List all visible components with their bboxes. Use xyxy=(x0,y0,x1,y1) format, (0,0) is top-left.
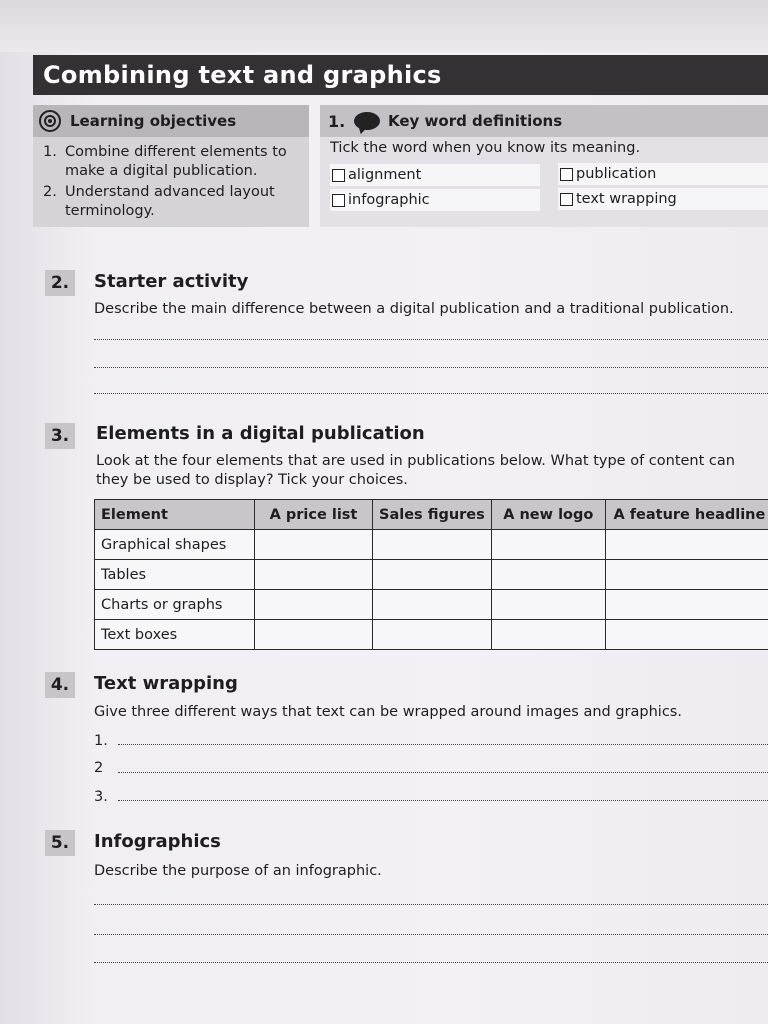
tick-cell[interactable] xyxy=(255,530,373,560)
learning-objectives-heading: Learning objectives xyxy=(70,112,237,130)
list-item-text: Understand advanced layout terminology. xyxy=(65,184,275,219)
keyword-alignment[interactable] xyxy=(330,164,540,186)
tick-cell[interactable] xyxy=(491,560,605,590)
table-header: Sales figures xyxy=(373,500,492,530)
elements-table xyxy=(94,499,768,650)
tick-cell[interactable] xyxy=(605,590,768,620)
answer-line[interactable] xyxy=(118,800,768,801)
learning-objectives-box xyxy=(33,105,309,227)
section-prompt: Describe the main difference between a digital publication and a traditional publication. xyxy=(94,301,734,317)
keyword-label: publication xyxy=(576,166,657,182)
key-words-box xyxy=(320,105,768,227)
answer-line[interactable] xyxy=(118,744,768,745)
section-title: Starter activity xyxy=(94,271,249,292)
section-prompt: Look at the four elements that are used in publications below. What type of content can they be used to display? Tick your choices. xyxy=(96,453,735,488)
tick-cell[interactable] xyxy=(373,560,492,590)
list-item xyxy=(43,183,303,221)
list-item-number: 1. xyxy=(43,144,57,160)
keyword-label: alignment xyxy=(348,167,422,183)
keyword-publication[interactable] xyxy=(558,163,768,185)
list-item xyxy=(43,143,303,181)
section-prompt: Describe the purpose of an infographic. xyxy=(94,863,382,879)
answer-line[interactable] xyxy=(94,367,768,368)
key-words-instruction: Tick the word when you know its meaning. xyxy=(330,140,641,156)
page-top-shadow xyxy=(0,0,768,52)
list-item-text: Combine different elements to make a digital publication. xyxy=(65,144,287,179)
section-title: Text wrapping xyxy=(94,673,238,694)
key-words-header xyxy=(320,105,768,137)
table-row xyxy=(95,620,768,650)
keyword-label: infographic xyxy=(348,192,430,208)
speech-bubble-icon xyxy=(354,112,380,130)
tick-cell[interactable] xyxy=(255,590,373,620)
answer-line[interactable] xyxy=(94,962,768,963)
table-header-row xyxy=(95,500,768,530)
learning-objectives-header xyxy=(33,105,309,137)
list-item-number: 2. xyxy=(43,184,57,200)
key-words-number: 1. xyxy=(328,111,346,131)
target-icon xyxy=(39,110,61,132)
tick-cell[interactable] xyxy=(373,620,492,650)
answer-line[interactable] xyxy=(94,339,768,340)
tick-cell[interactable] xyxy=(605,560,768,590)
keyword-label: text wrapping xyxy=(576,191,677,207)
row-label: Charts or graphs xyxy=(95,590,255,620)
learning-objectives-list xyxy=(33,137,309,221)
table-header: A feature headline xyxy=(605,500,768,530)
tick-cell[interactable] xyxy=(605,530,768,560)
key-words-heading: Key word definitions xyxy=(388,112,563,130)
section-title: Elements in a digital publication xyxy=(96,423,425,444)
answer-line[interactable] xyxy=(94,934,768,935)
answer-number: 1. xyxy=(94,733,108,749)
row-label: Text boxes xyxy=(95,620,255,650)
checkbox[interactable] xyxy=(560,168,573,181)
table-header: A price list xyxy=(255,500,373,530)
page-title: Combining text and graphics xyxy=(43,61,442,89)
answer-number: 2 xyxy=(94,760,104,776)
checkbox[interactable] xyxy=(560,193,573,206)
table-row xyxy=(95,560,768,590)
answer-line[interactable] xyxy=(94,904,768,905)
tick-cell[interactable] xyxy=(373,530,492,560)
tick-cell[interactable] xyxy=(605,620,768,650)
section-number: 5. xyxy=(45,830,75,856)
tick-cell[interactable] xyxy=(491,590,605,620)
table-row xyxy=(95,590,768,620)
section-title: Infographics xyxy=(94,831,221,852)
row-label: Graphical shapes xyxy=(95,530,255,560)
table-row xyxy=(95,530,768,560)
checkbox[interactable] xyxy=(332,194,345,207)
table-header: Element xyxy=(95,500,255,530)
section-number: 4. xyxy=(45,672,75,698)
answer-number: 3. xyxy=(94,789,108,805)
row-label: Tables xyxy=(95,560,255,590)
table-header: A new logo xyxy=(491,500,605,530)
answer-line[interactable] xyxy=(118,772,768,773)
tick-cell[interactable] xyxy=(491,530,605,560)
section-prompt: Give three different ways that text can be wrapped around images and graphics. xyxy=(94,704,682,720)
checkbox[interactable] xyxy=(332,169,345,182)
tick-cell[interactable] xyxy=(373,590,492,620)
keyword-text-wrapping[interactable] xyxy=(558,188,768,210)
keyword-infographic[interactable] xyxy=(330,189,540,211)
tick-cell[interactable] xyxy=(255,620,373,650)
title-banner xyxy=(33,55,768,95)
section-number: 3. xyxy=(45,423,75,449)
tick-cell[interactable] xyxy=(491,620,605,650)
tick-cell[interactable] xyxy=(255,560,373,590)
answer-line[interactable] xyxy=(94,393,768,394)
section-number: 2. xyxy=(45,270,75,296)
